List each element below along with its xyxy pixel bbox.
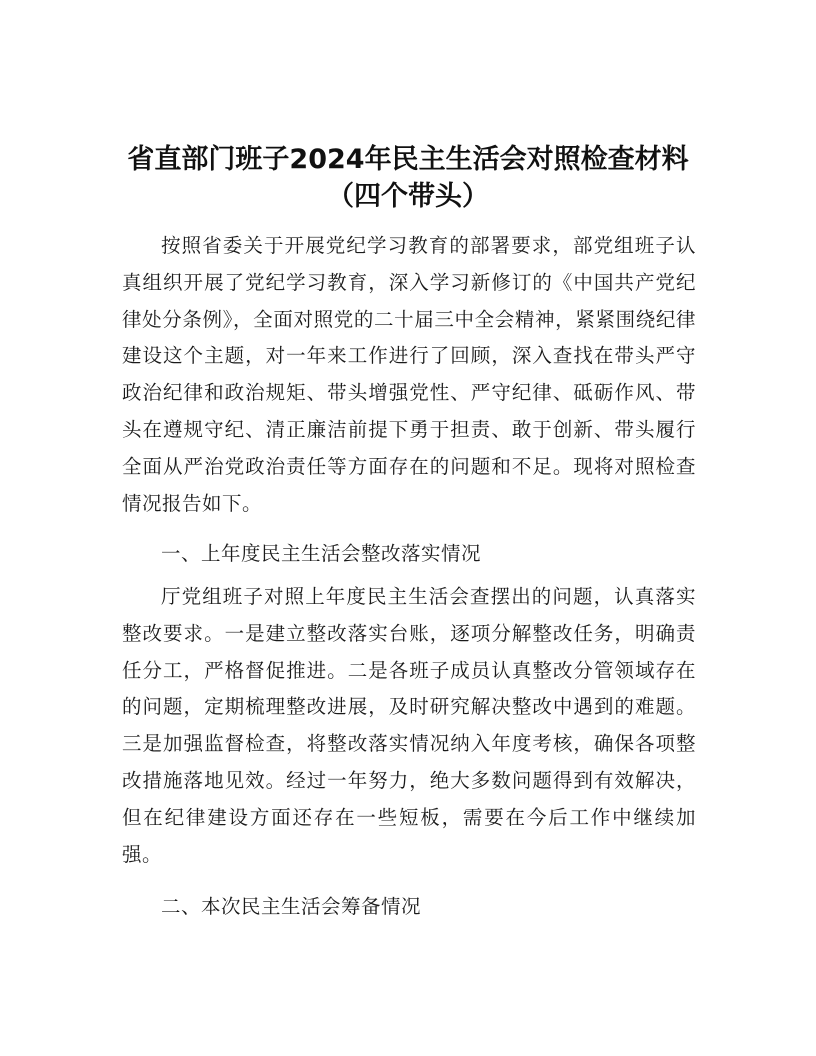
document-title: 省直部门班子2024年民主生活会对照检查材料	[127, 144, 689, 175]
section-1-paragraph: 厅党组班子对照上年度民主生活会查摆出的问题，认真落实整改要求。一是建立整改落实台账，逐项分解整改任务，明确责任分工，严格督促推进。二是各班子成员认真整改分管领域存在的问题，定期梳理整改进展，及时研究解决整改中遇到的难题。三是加强监督检查，将整改落实情况纳入年度考核，确保各项整改措施落地见效。经过一年努力，绝大多数问题得到有效解决，但在纪律建设方面还存在一些短板，需要在今后工作中继续加强。	[122, 585, 696, 866]
section-heading-1: 一、上年度民主生活会整改落实情况	[161, 542, 482, 565]
document-subtitle: （四个带头）	[327, 181, 489, 212]
intro-paragraph: 按照省委关于开展党纪学习教育的部署要求，部党组班子认真组织开展了党纪学习教育，深入学习新修订的《中国共产党纪律处分条例》，全面对照党的二十届三中全会精神，紧紧围绕纪律建设这个主题，对一年来工作进行了回顾，深入查找在带头严守政治纪律和政治规矩、带头增强党性、严守纪律、砥砺作风、带头在遵规守纪、清正廉洁前提下勇于担责、敢于创新、带头履行全面从严治党政治责任等方面存在的问题和不足。现将对照检查情况报告如下。	[122, 234, 696, 515]
section-heading-2: 二、本次民主生活会筹备情况	[161, 895, 422, 918]
